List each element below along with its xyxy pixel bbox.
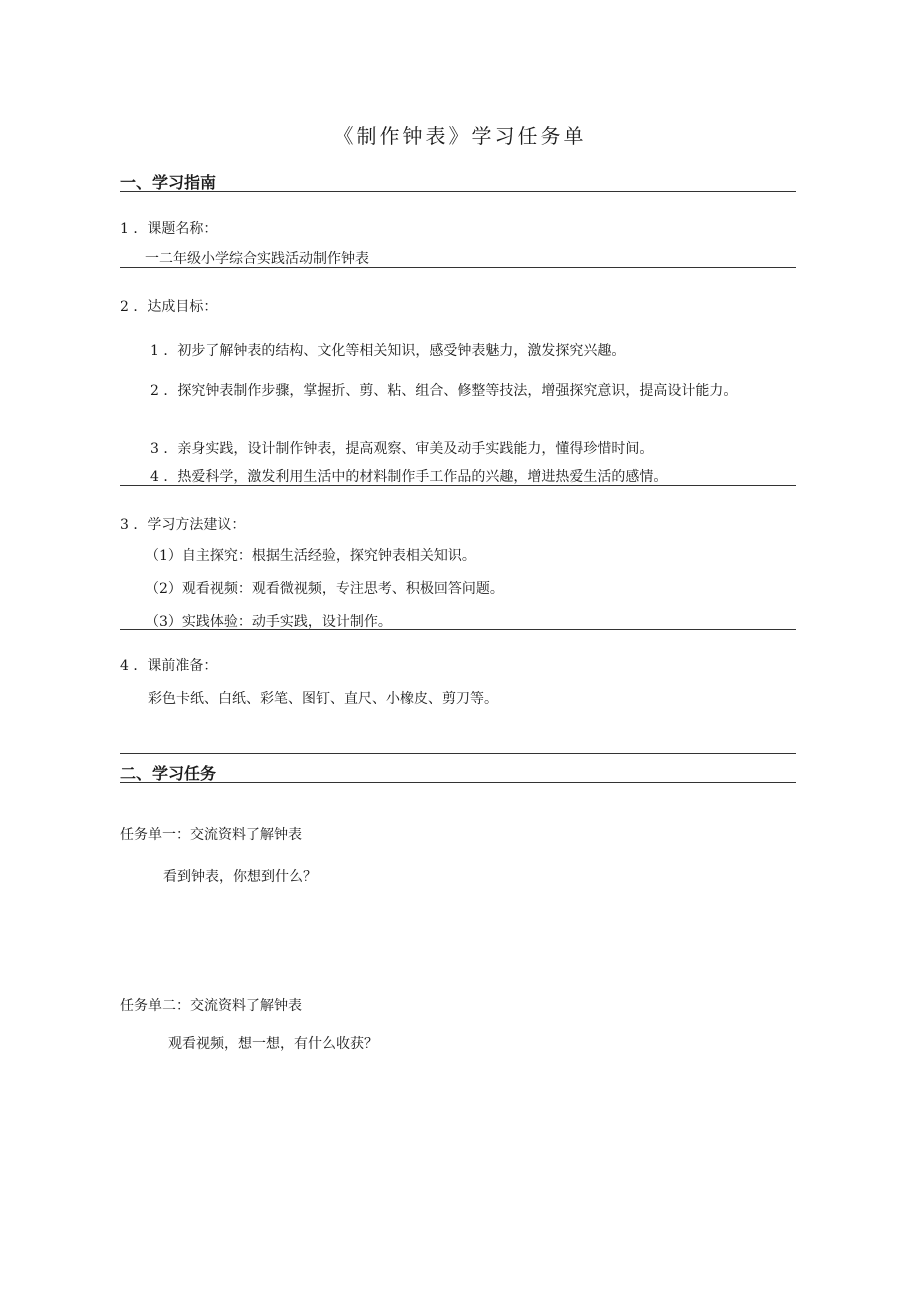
method-item: （2）观看视频：观看微视频，专注思考、积极回答问题。 <box>145 581 504 597</box>
task2-title: 任务单二：交流资料了解钟表 <box>120 998 302 1014</box>
item3-label: 3 ．学习方法建议： <box>120 517 246 533</box>
method-item: （3）实践体验：动手实践，设计制作。 <box>145 614 392 630</box>
task1-question: 看到钟表，你想到什么？ <box>163 869 317 885</box>
item2-label: 2 ．达成目标： <box>120 299 218 315</box>
divider <box>120 629 796 630</box>
method-item: （1）自主探究：根据生活经验，探究钟表相关知识。 <box>145 548 476 564</box>
section-heading-guide: 一、学习指南 <box>120 173 217 192</box>
item1-label: 1 ．课题名称： <box>120 221 218 237</box>
divider <box>120 753 796 754</box>
goal-item: 2 ．探究钟表制作步骤，掌握折、剪、粘、组合、修整等技法，增强探究意识，提高设计能力。 <box>150 383 738 399</box>
divider <box>120 782 796 783</box>
goal-item: 3 ．亲身实践，设计制作钟表，提高观察、审美及动手实践能力，懂得珍惜时间。 <box>150 441 654 457</box>
task1-title: 任务单一：交流资料了解钟表 <box>120 827 302 843</box>
goal-item: 4 ．热爱科学，激发利用生活中的材料制作手工作品的兴趣，增进热爱生活的感情。 <box>150 469 668 485</box>
divider <box>120 485 796 486</box>
page-title: 《制作钟表》学习任务单 <box>333 124 587 148</box>
goal-item: 1 ．初步了解钟表的结构、文化等相关知识，感受钟表魅力，激发探究兴趣。 <box>150 343 626 359</box>
divider <box>120 267 796 268</box>
task2-question: 观看视频，想一想，有什么收获？ <box>168 1036 378 1052</box>
section-heading-tasks: 二、学习任务 <box>120 764 217 783</box>
item4-label: 4 ．课前准备： <box>120 658 218 674</box>
divider <box>120 191 796 192</box>
item4-value: 彩色卡纸、白纸、彩笔、图钉、直尺、小橡皮、剪刀等。 <box>148 691 498 707</box>
item1-value: 一二年级小学综合实践活动制作钟表 <box>145 251 369 267</box>
